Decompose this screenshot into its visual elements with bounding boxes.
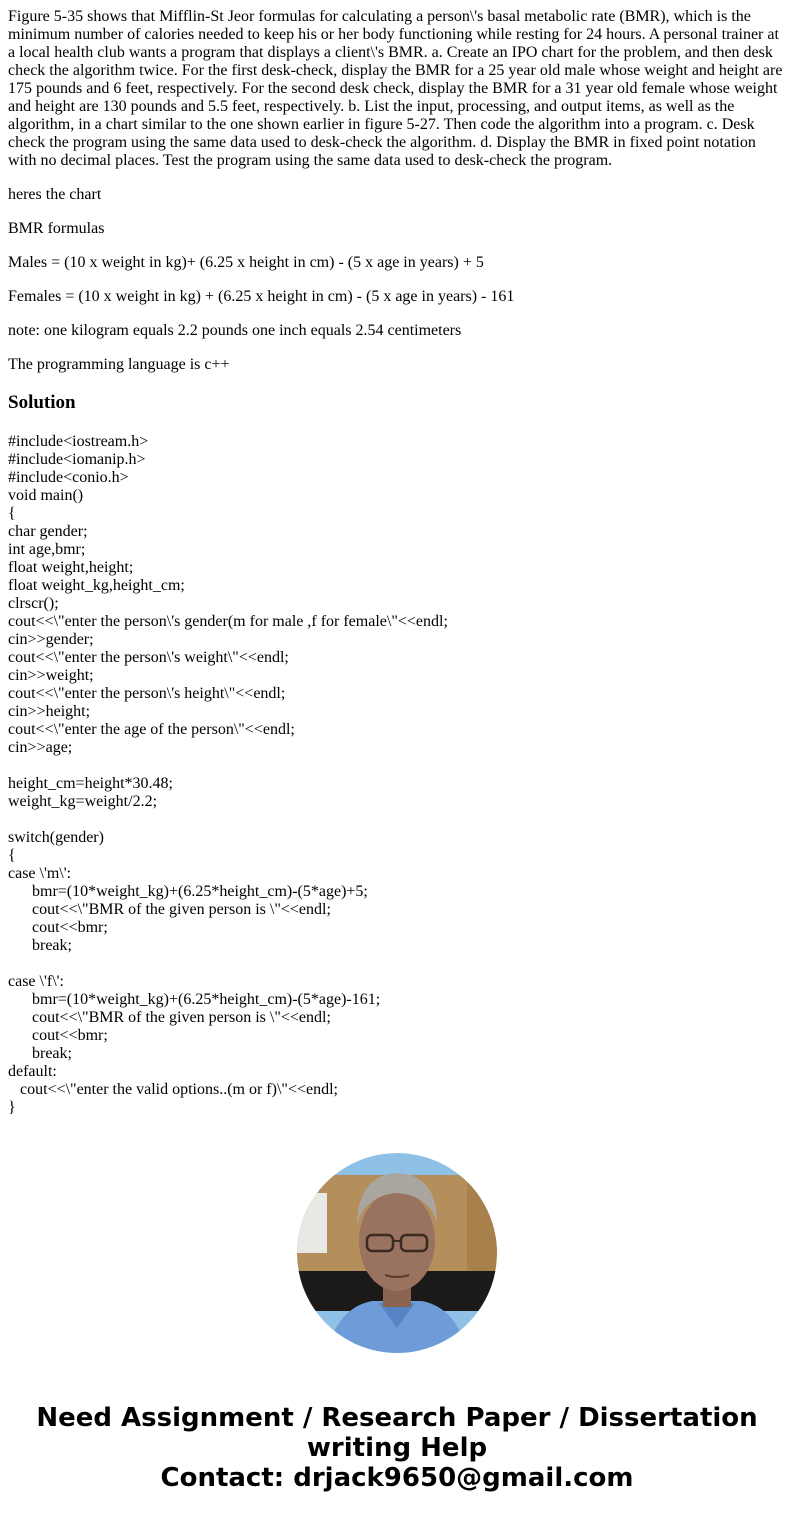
code-line: cout<<\"enter the age of the person\"<<endl; <box>8 721 295 738</box>
language-note: The programming language is c++ <box>8 356 230 373</box>
code-line: clrscr(); <box>8 595 59 612</box>
promo-banner <box>0 1403 794 1493</box>
conversion-note: note: one kilogram equals 2.2 pounds one inch equals 2.54 centimeters <box>8 322 462 339</box>
code-line: { <box>8 847 16 864</box>
code-line: cin>>weight; <box>8 667 94 684</box>
code-line: #include<iostream.h> <box>8 433 149 450</box>
code-line: { <box>8 505 16 522</box>
person-portrait-icon <box>297 1153 497 1353</box>
solution-code <box>8 433 786 1117</box>
code-line: case \'m\': <box>8 865 72 882</box>
code-line: #include<conio.h> <box>8 469 129 486</box>
code-line: int age,bmr; <box>8 541 86 558</box>
code-line: break; <box>8 1045 72 1062</box>
code-line: case \'f\': <box>8 973 64 990</box>
code-line: char gender; <box>8 523 88 540</box>
code-line: weight_kg=weight/2.2; <box>8 793 158 810</box>
promo-contact-email: Contact: drjack9650@gmail.com <box>160 1463 634 1493</box>
solution-heading: Solution <box>8 392 76 413</box>
female-formula: Females = (10 x weight in kg) + (6.25 x height in cm) - (5 x age in years) - 161 <box>8 288 515 305</box>
code-line: void main() <box>8 487 84 504</box>
code-line: cout<<\"enter the person\'s height\"<<endl; <box>8 685 286 702</box>
code-line: cin>>age; <box>8 739 73 756</box>
code-line: cout<<\"enter the person\'s weight\"<<endl; <box>8 649 289 666</box>
code-line <box>8 757 786 775</box>
question-paragraph: Figure 5-35 shows that Mifflin-St Jeor formulas for calculating a person\'s basal metabolic rate (BMR), which is the minimum number of calories needed to keep his or her body functioning while resting for 24 hours. A personal trainer at a local health club wants a program that displays a client\'s BMR. a. Create an IPO chart for the problem, and then desk check the algorithm twice. For the first desk-check, display the BMR for a 25 year old male whose weight and height are 175 pounds and 6 feet, respectively. For the second desk check, display the BMR for a 31 year old female whose weight and height are 130 pounds and 5.5 feet, respectively. b. List the input, processing, and output items, as well as the algorithm, in a chart similar to the one shown earlier in figure 5-27. Then code the algorithm into a program. c. Desk check the program using the same data used to desk-check the algorithm. d. Display the BMR in fixed point notation with no decimal places. Test the program using the same data used to desk-check the program. <box>8 8 783 169</box>
chart-intro: heres the chart <box>8 186 102 203</box>
code-line: cout<<\"BMR of the given person is \"<<endl; <box>8 901 331 918</box>
code-line: switch(gender) <box>8 829 104 846</box>
formulas-heading: BMR formulas <box>8 220 105 237</box>
male-formula: Males = (10 x weight in kg)+ (6.25 x height in cm) - (5 x age in years) + 5 <box>8 254 484 271</box>
code-line: cin>>gender; <box>8 631 94 648</box>
code-line: height_cm=height*30.48; <box>8 775 173 792</box>
code-line: bmr=(10*weight_kg)+(6.25*height_cm)-(5*age)+5; <box>8 883 368 900</box>
code-line: cout<<\"BMR of the given person is \"<<endl; <box>8 1009 331 1026</box>
code-line: default: <box>8 1063 57 1080</box>
code-line <box>8 811 786 829</box>
code-line <box>8 955 786 973</box>
code-line: } <box>8 1099 16 1116</box>
code-line: float weight,height; <box>8 559 134 576</box>
author-avatar <box>297 1153 497 1353</box>
code-line: cin>>height; <box>8 703 91 720</box>
code-line: float weight_kg,height_cm; <box>8 577 185 594</box>
code-line: cout<<\"enter the person\'s gender(m for male ,f for female\"<<endl; <box>8 613 448 630</box>
code-line: break; <box>8 937 72 954</box>
promo-line-1: Need Assignment / Research Paper / Dissertation <box>36 1403 758 1433</box>
promo-line-2: writing Help <box>306 1433 488 1463</box>
code-line: cout<<bmr; <box>8 919 108 936</box>
code-line: cout<<\"enter the valid options..(m or f)\"<<endl; <box>8 1081 338 1098</box>
code-line: cout<<bmr; <box>8 1027 108 1044</box>
code-line: bmr=(10*weight_kg)+(6.25*height_cm)-(5*age)-161; <box>8 991 381 1008</box>
code-line: #include<iomanip.h> <box>8 451 146 468</box>
